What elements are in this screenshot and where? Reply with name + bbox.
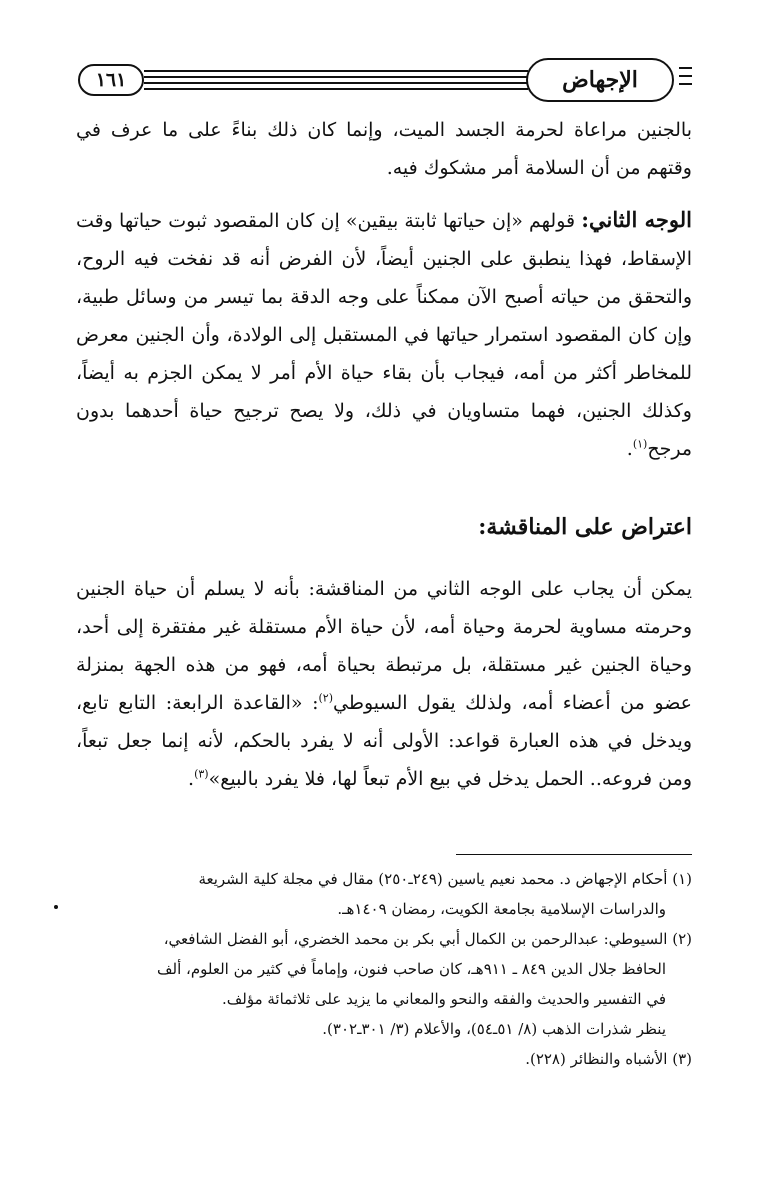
footnote-2 <box>76 924 692 1044</box>
quotation-text: : «القاعدة الرابعة: التابع تابع، ويدخل في هذه العبارة قواعد: الأولى أنه لا يفرد بالحكم، لأنه إنما جعل تبعاً، ومن فروعه.. الحمل يدخل في بيع الأم تبعاً لها، فلا يفرد بالبيع» <box>76 692 692 790</box>
header-rule <box>144 76 528 78</box>
footnote-ref: (١) <box>632 437 648 451</box>
footnote-line: ينظر شذرات الذهب (٨/ ٥١ـ٥٤)، والأعلام (٣/ ٣٠١ـ٣٠٢). <box>322 1020 666 1038</box>
page-number: ١٦١ <box>78 64 144 96</box>
footnote-line: (١) أحكام الإجهاض د. محمد نعيم ياسين (٢٤٩ـ٢٥٠) مقال في مجلة كلية الشريعة <box>198 870 692 888</box>
paragraph-lead: الوجه الثاني: <box>581 207 692 232</box>
footnote-line: (٣) الأشباه والنظائر (٢٢٨). <box>525 1050 692 1068</box>
footnote-line: والدراسات الإسلامية بجامعة الكويت، رمضان ١٤٠٩هـ. <box>337 900 666 918</box>
footnote-line: (٢) السيوطي: عبدالرحمن بن الكمال أبي بكر بن محمد الخضري، أبو الفضل الشافعي، <box>163 930 692 948</box>
paragraph-continued: بالجنين مراعاة لحرمة الجسد الميت، وإنما كان ذلك بناءً على ما عرف في وقتهم من أن السلامة أمر مشكوك فيه. <box>76 119 692 179</box>
chapter-title: الإجهاض <box>526 58 674 102</box>
section-heading: اعتراض على المناقشة: <box>478 514 692 540</box>
paragraph-text: قولهم «إن حياتها ثابتة بيقين» إن كان المقصود ثبوت حياتها وقت الإسقاط، فهذا ينطبق على الجنين أيضاً، لأن الفرض أنه قد نفخت فيه الروح، والتحقق من حياته أصبح الآن ممكناً على وجه الدقة بما تيسر من وسائل طبية، وإن كان المقصود استمرار حياتها في المستقبل إلى الولادة، وأن الجنين معرض للمخاطر أكثر من أمه، فيجاب بأن بقاء حياة الأم أمر لا يمكن الجزم به أيضاً، وكذلك الجنين، فهما متساويان في ذلك، ولا يصح ترجيح حياة أحدهما بدون مرجح <box>76 210 692 460</box>
header-rule <box>144 88 528 90</box>
header-rule <box>144 82 528 84</box>
running-header <box>78 58 692 106</box>
footnote-ref: (٣) <box>194 767 209 781</box>
footnotes <box>76 864 692 1074</box>
footnote-line: في التفسير والحديث والفقه والنحو والمعاني ما يزيد على ثلاثمائة مؤلف. <box>221 990 666 1008</box>
paragraph-objection <box>76 570 692 798</box>
footnote-separator <box>456 854 692 855</box>
paragraph-second-aspect <box>76 201 692 468</box>
footnote-ref: (٢) <box>318 691 333 705</box>
header-rule <box>144 70 528 72</box>
margin-mark <box>54 905 58 909</box>
footnote-1 <box>76 864 692 924</box>
paragraph-end: . <box>188 768 195 790</box>
footnote-line: الحافظ جلال الدين ٨٤٩ ـ ٩١١هـ، كان صاحب فنون، وإماماً في كثير من العلوم، ألف <box>156 960 666 978</box>
footnote-3 <box>76 1044 692 1074</box>
paragraph-text: يمكن أن يجاب على الوجه الثاني من المناقشة: بأنه لا يسلم أن حياة الجنين وحرمته مساوية لحرمة وحياة أمه، لأن حياة الأم مستقلة غير مفتقرة إلى أحد، وحياة الجنين غير مستقلة، بل مرتبطة بحياة أمه، فهو من هذه الجهة بمنزلة عضو من أعضاء أمه، ولذلك يقول السيوطي <box>76 578 693 714</box>
header-end-ornament <box>679 67 692 89</box>
paragraph-end: . <box>626 438 633 460</box>
